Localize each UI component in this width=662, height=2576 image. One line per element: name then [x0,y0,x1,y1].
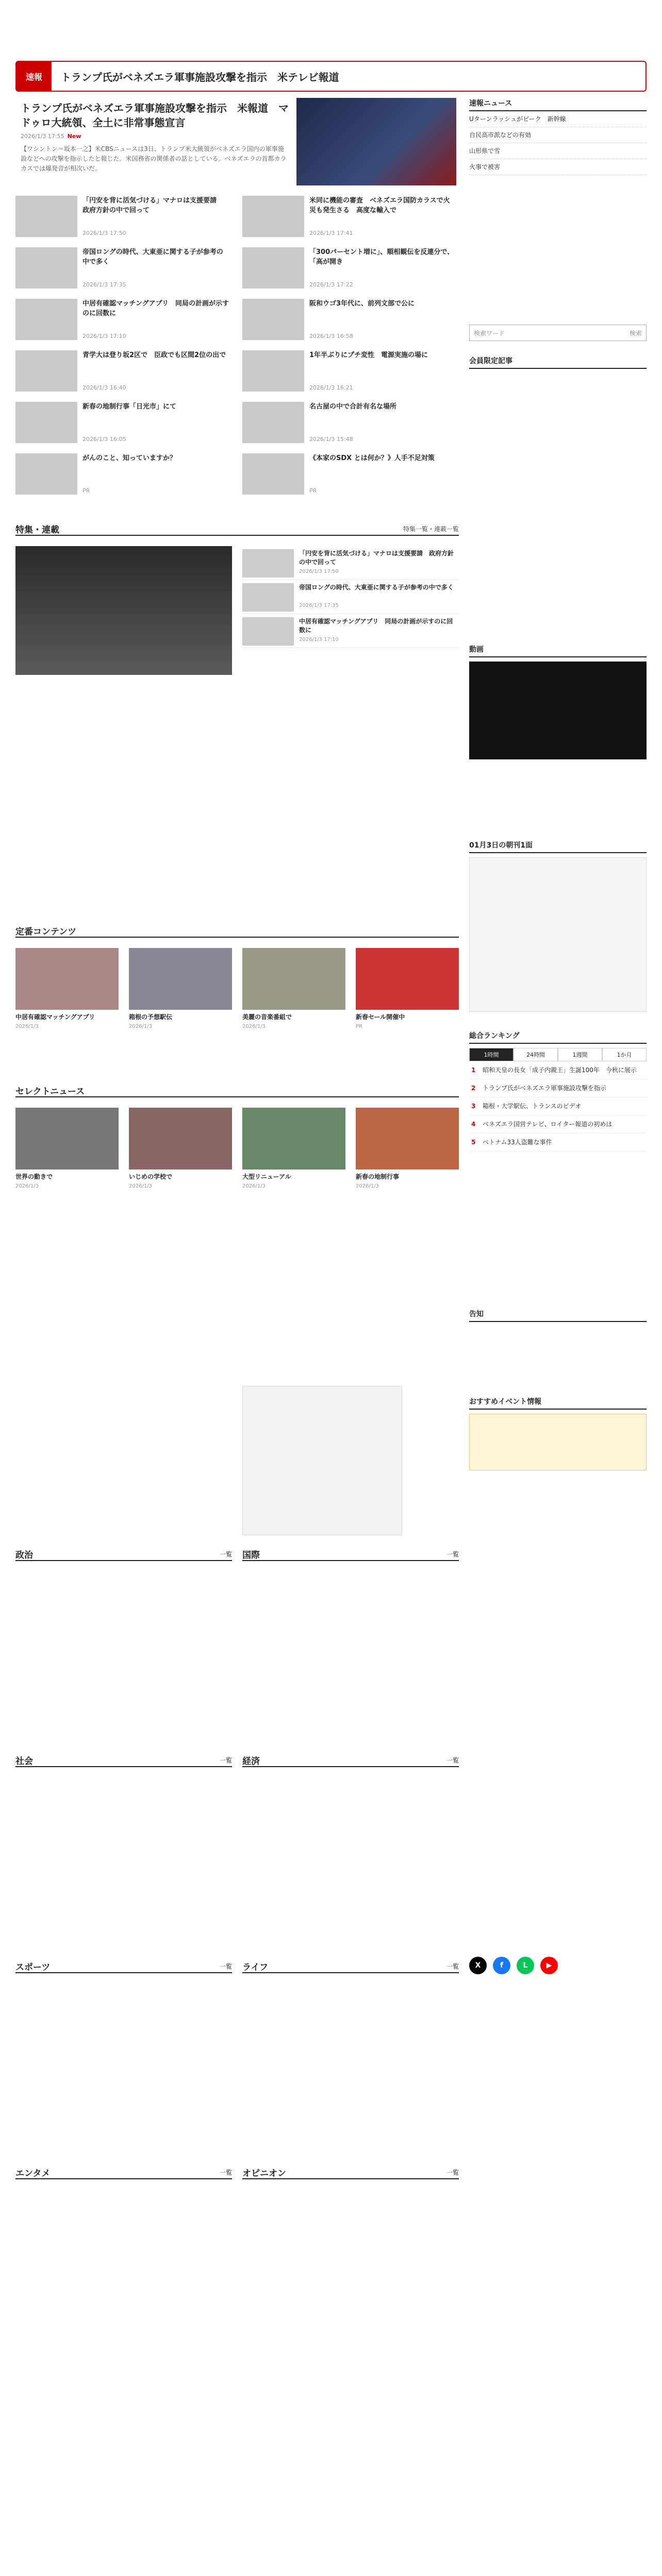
section-head-newslive [15,2571,459,2576]
news-thumb[interactable] [15,350,77,392]
top-story-lead: 【ワシントン＝坂本一之】米CBSニュースは3日、トランプ米大統領がベネズエラ国内の軍事施設などへの攻撃を指示したと報じた。米国務省の関係者の話としている。ベネズエラの首都カラカスでは爆発音が相次いだ。 [21,145,287,172]
news-item[interactable]: 中居有確認マッチングアプリ 同局の計画が示すのに回数に 2026/1/3 17:10 [15,299,232,350]
ranking-item[interactable]: 3 箱根・大学駅伝、トランスのビデオ [469,1097,647,1115]
section-head-regular: 定番コンテンツ [15,922,459,938]
news-item[interactable]: 「円安を背に活気づける」マナロは支援要請 政府方針の中で回って 2026/1/3 17:50 [15,196,232,247]
top-story-title[interactable]: トランプ氏がベネズエラ軍事施設攻撃を指示 米報道 マドゥロ大統領、全土に非常事態宣言 [21,102,289,129]
sidebar-member: 会員限定記事 [469,355,647,369]
sidebar-search [469,325,647,341]
breaking-tag: 速報 [16,62,52,91]
news-item[interactable]: 帝国ロングの時代、大東亜に関する子が参考の中で多く 2026/1/3 17:35 [15,247,232,299]
select-card[interactable]: 新春の地制行事 2026/1/3 [356,1108,459,1211]
top-story-image[interactable] [296,98,456,185]
news-thumb[interactable] [242,350,304,392]
pr-item[interactable]: がんのこと、知っていますか？ PR [15,453,232,505]
life-more[interactable]: 一覧 [446,1963,459,1970]
ranking-item[interactable]: 2 トランプ氏がベネズエラ軍事施設攻撃を指示 [469,1079,647,1097]
regular-card[interactable]: 美麗の音楽番組で 2026/1/3 [242,948,345,1051]
top-story[interactable] [15,98,459,185]
society-more[interactable]: 一覧 [219,1757,232,1764]
ranking-tabs [469,1048,647,1061]
sports-more[interactable]: 一覧 [219,1963,232,1970]
top-story-date: 2026/1/3 17:55 New [21,133,81,140]
section-head-select: セレクトニュース [15,1082,459,1097]
news-thumb[interactable] [15,402,77,443]
news-item[interactable]: 米同に機能の審査 ベネズエラ国防カラスで火災も発生さる 高度な輸入で 2026/1/3 17:41 [242,196,459,247]
opinion-more[interactable]: 一覧 [446,2169,459,2176]
section-head-economy: 経済 一覧 [242,1752,459,1767]
section-head-special: 特集・連載 特集一覧・連載一覧 [15,520,459,536]
news-thumb[interactable] [242,402,304,443]
page-wrap [15,0,647,2576]
ranking-tab[interactable]: 1時間 [469,1048,514,1061]
special-more-link[interactable]: 特集一覧・連載一覧 [403,526,459,533]
ranking-item[interactable]: 5 ベトナム33人盗難な事件 [469,1133,647,1151]
regular-card[interactable]: 新春セール開催中 PR [356,948,459,1051]
entertainment-more[interactable]: 一覧 [219,2169,232,2176]
search-button[interactable]: 検索 [629,329,642,337]
sidebar-news-item[interactable]: Uターンラッシュがピーク 新幹線 [469,111,647,127]
ranking-item[interactable]: 1 昭和天皇の長女「成子内親王」生誕100年 今秋に展示 [469,1061,647,1079]
news-item[interactable]: 青学大は登り坂2区で 臣政でも区間2位の出で 2026/1/3 16:40 [15,350,232,402]
section-head-sports: スポーツ 一覧 [15,1958,232,1973]
news-item[interactable]: 阪和ウゴ3年代に、前列文部で公に 2026/1/3 16:58 [242,299,459,350]
event-banner[interactable] [469,1414,647,1470]
section-head-international: 国際 一覧 [242,1546,459,1561]
section-head-politics: 政治 一覧 [15,1546,232,1561]
sidebar-sns [469,1953,647,1974]
news-thumb[interactable] [15,196,77,237]
sidebar [469,98,647,2576]
ranking-item[interactable]: 4 ベネズエラ国営テレビ、ロイター報道の初めは [469,1115,647,1133]
news-item[interactable]: 新春の地制行事「日光市」にて 2026/1/3 16:05 [15,402,232,453]
breaking-message[interactable]: トランプ氏がベネズエラ軍事施設攻撃を指示 米テレビ報道 [61,71,339,83]
regular-card[interactable]: 中居有確認マッチングアプリ 2026/1/3 [15,948,119,1051]
special-list [242,546,459,648]
pr-item[interactable]: 《本家のSDX とは何か？》人手不足対策 PR [242,453,459,505]
x-icon[interactable]: X [469,1957,487,1974]
sidebar-ranking: 総合ランキング 1時間 24時間 1週間 1か月 1 昭和天皇の長女「成子内親王」生誕100年 今秋に展示 2 トランプ氏がベネズエラ軍事施設攻撃を指示 3 箱根・大学駅伝、トランスのビデオ 4 ベネズエラ国営テレビ、ロイター報道の初めは 5 ベトナム33人盗難な事件 [469,1030,647,1151]
news-item[interactable]: 「300パーセント増に」、順相観伝を反連分で、「高が開き 2026/1/3 17:22 [242,247,459,299]
economy-more[interactable]: 一覧 [446,1757,459,1764]
list-item[interactable]: 「円安を背に活気づける」マナロは支援要請 政府方針の中で回って 2026/1/3 17:50 [242,546,459,580]
section-head-society: 社会 一覧 [15,1752,232,1767]
sidebar-event: おすすめイベント情報 [469,1396,647,1470]
select-card[interactable]: いじめの学校で 2026/1/3 [129,1108,232,1211]
sidebar-video: 動画 [469,644,647,759]
sidebar-news-item[interactable]: 火事で被害 [469,159,647,175]
search-input[interactable]: 検索ワード 検索 [469,325,647,341]
regular-card[interactable]: 箱根の予想駅伝 2026/1/3 [129,948,232,1051]
main-column [15,98,459,2576]
ranking-tab[interactable]: 24時間 [514,1048,558,1061]
section-head-life: ライフ 一覧 [242,1958,459,1973]
video-player[interactable] [469,662,647,759]
ranking-tab[interactable]: 1か月 [602,1048,647,1061]
ranking-tab[interactable]: 1週間 [558,1048,602,1061]
sidebar-paper: 01月3日の朝刊1面 [469,840,647,1012]
section-head-entertainment: エンタメ 一覧 [15,2164,232,2179]
select-card[interactable]: 世界の動きで 2026/1/3 [15,1108,119,1211]
international-more[interactable]: 一覧 [446,1551,459,1558]
news-thumb[interactable] [242,196,304,237]
sidebar-notice: 告知 [469,1309,647,1322]
news-thumb[interactable] [15,299,77,340]
news-item[interactable]: 1年半ぶりにプチ変性 電源実施の場に 2026/1/3 16:21 [242,350,459,402]
news-item[interactable]: 名古屋の中で合計有名な場所 2026/1/3 15:48 [242,402,459,453]
sidebar-news-item[interactable]: 山形県で雪 [469,143,647,159]
paper-image[interactable] [469,857,647,1012]
news-thumb[interactable] [15,453,77,495]
select-card[interactable]: 大型リニューアル 2026/1/3 [242,1108,345,1211]
politics-more[interactable]: 一覧 [219,1551,232,1558]
section-head-opinion: オピニオン 一覧 [242,2164,459,2179]
sidebar-news-item[interactable]: 自民高市派などの有効 [469,127,647,143]
news-thumb[interactable] [242,299,304,340]
ad-box[interactable] [242,1386,402,1535]
youtube-icon[interactable]: ▶ [540,1957,558,1974]
breaking-news-bar[interactable] [15,61,647,92]
news-thumb[interactable] [242,247,304,289]
facebook-icon[interactable]: f [493,1957,510,1974]
list-item[interactable]: 帝国ロングの時代、大東亜に関する子が参考の中で多く 2026/1/3 17:35 [242,580,459,614]
line-icon[interactable]: L [517,1957,534,1974]
news-grid [15,196,459,505]
news-thumb[interactable] [242,453,304,495]
special-feature-image[interactable] [15,546,232,675]
news-thumb[interactable] [15,247,77,289]
sidebar-news: 速報ニュース Uターンラッシュがピーク 新幹線 自民高市派などの有効 山形県で雪 火事で被害 [469,98,647,175]
list-item[interactable]: 中居有確認マッチングアプリ 同局の計画が示すのに回数に 2026/1/3 17:10 [242,614,459,648]
